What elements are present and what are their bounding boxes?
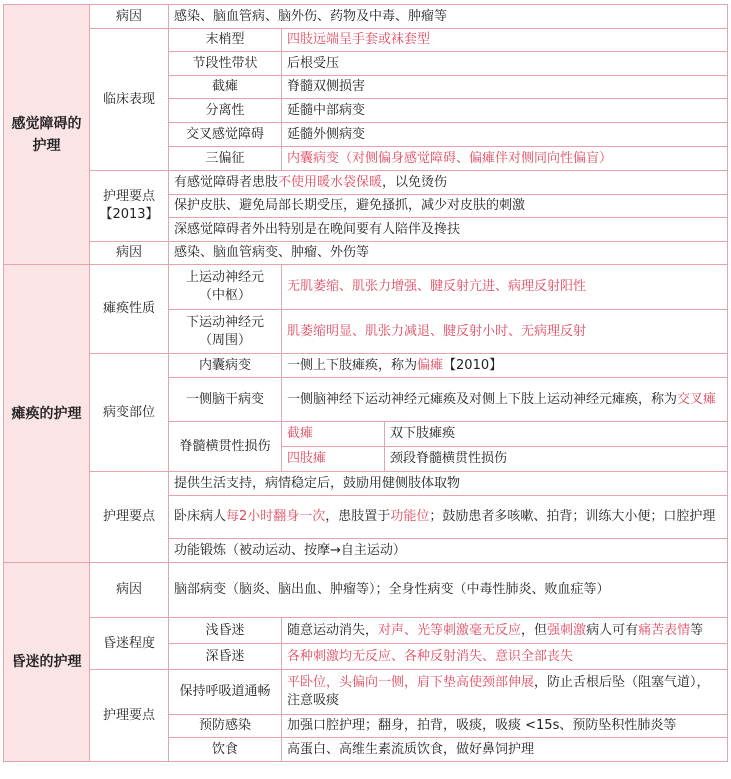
clinical-desc: 内囊病变（对侧偏身感觉障碍、偏瘫伴对侧同向性偏盲） xyxy=(282,147,728,171)
clinical-type: 交叉感觉障碍 xyxy=(169,123,282,147)
coma-highlight: 对声、光等刺激毫无反应 xyxy=(378,622,522,638)
coma-text: ，但 xyxy=(521,622,548,638)
site-highlight: 偏瘫 xyxy=(417,357,444,373)
clinical-desc: 脊髓双侧损害 xyxy=(282,76,728,99)
coma-text: 病人可有 xyxy=(586,622,639,638)
diet-care-desc: 高蛋白、高维生素流质饮食，做好鼻饲护理 xyxy=(282,738,728,762)
nursing-table xyxy=(3,4,728,762)
sensory-cause-label: 病因 xyxy=(90,5,169,29)
site-text: 一侧上下肢瘫痪，称为 xyxy=(287,357,418,373)
upper-neuron-label: 上运动神经元 xyxy=(185,270,264,285)
care-text: 卧床病人 xyxy=(174,509,227,524)
clinical-desc: 四肢远端呈手套或袜套型 xyxy=(282,29,728,52)
sensory-cause: 感染、脑血管病、脑外伤、药物及中毒、肿瘤等 xyxy=(169,5,728,29)
coma-cause: 脑部病变（脑炎、脑出血、肿瘤等）；全身性病变（中毒性肺炎、败血症等） xyxy=(169,563,728,618)
clinical-desc: 后根受压 xyxy=(282,52,728,76)
care-text: ，患肢置于 xyxy=(325,509,391,524)
coma-highlight: 痛苦表情 xyxy=(638,622,691,638)
lower-neuron xyxy=(169,310,282,354)
care-highlight: 每2小时翻身一次 xyxy=(226,509,326,524)
site-text: 一侧脑神经下运动神经元瘫痪及对侧上下肢上运动神经元瘫痪，称为 xyxy=(287,391,678,407)
capsule-desc xyxy=(282,354,728,378)
coma-highlight: 强刺激 xyxy=(547,622,587,638)
coma-cause-label: 病因 xyxy=(90,563,169,618)
sensory-care-1 xyxy=(169,171,728,195)
care-text: ；鼓励患者多咳嗽、拍背；训练大小便；口腔护理 xyxy=(429,509,716,524)
lower-neuron-label: 下运动神经元 xyxy=(185,314,264,330)
coma-text: 随意运动消失， xyxy=(287,622,379,638)
shallow-coma: 浅昏迷 xyxy=(169,618,282,644)
spinal-desc: 颈段脊髓横贯性损伤 xyxy=(385,447,728,472)
airway-text: ，防止舌根后坠（阻塞气道），注意吸痰 xyxy=(287,675,710,708)
coma-care-label: 护理要点 xyxy=(90,670,169,762)
paralysis-care-label: 护理要点 xyxy=(90,472,169,563)
coma-title: 昏迷的护理 xyxy=(4,563,90,762)
care-highlight: 功能位 xyxy=(390,509,430,524)
airway-care: 保持呼吸道通畅 xyxy=(169,670,282,715)
deep-coma: 深昏迷 xyxy=(169,644,282,670)
clinical-desc: 延髓中部病变 xyxy=(282,99,728,123)
sensory-care-label xyxy=(90,171,169,242)
deep-coma-desc: 各种刺激均无反应、各种反射消失、意识全部丧失 xyxy=(282,644,728,670)
sensory-care-label-text: 护理要点 xyxy=(102,189,155,204)
clinical-type: 分离性 xyxy=(169,99,282,123)
sensory-clinical-label: 临床表现 xyxy=(90,29,169,171)
spinal-type: 截瘫 xyxy=(282,422,385,447)
site-year: 【2010】 xyxy=(443,357,503,373)
clinical-type: 节段性带状 xyxy=(169,52,282,76)
sensory-care-3: 深感觉障碍者外出特别是在晚间要有人陪伴及搀扶 xyxy=(169,218,728,242)
paralysis-site-label: 病变部位 xyxy=(90,354,169,472)
upper-neuron-desc: 无肌萎缩、肌张力增强、腱反射亢进、病理反射阳性 xyxy=(282,265,728,310)
upper-neuron-sub: （中枢） xyxy=(198,288,251,303)
spinal-type: 四肢瘫 xyxy=(282,447,385,472)
paralysis-care-3: 功能锻炼（被动运动、按摩→自主运动） xyxy=(169,539,728,563)
paralysis-cause-label: 病因 xyxy=(90,242,169,265)
paralysis-title: 瘫痪的护理 xyxy=(4,265,90,563)
paralysis-care-1: 提供生活支持，病情稳定后，鼓励用健侧肢体取物 xyxy=(169,472,728,496)
lower-neuron-sub: （周围） xyxy=(198,332,251,348)
clinical-type: 三偏征 xyxy=(169,147,282,171)
sensory-title: 感觉障碍的护理 xyxy=(4,5,90,265)
care-text: ，以免烫伤 xyxy=(382,174,448,190)
spinal-desc: 双下肢瘫痪 xyxy=(385,422,728,447)
spinal-lesion: 脊髓横贯性损伤 xyxy=(169,422,282,472)
infection-care: 预防感染 xyxy=(169,715,282,738)
care-text: 有感觉障碍者患肢 xyxy=(174,174,279,190)
infection-care-desc: 加强口腔护理；翻身，拍背，吸痰，吸痰 <15s、预防坠积性肺炎等 xyxy=(282,715,728,738)
paralysis-nature-label: 瘫痪性质 xyxy=(90,265,169,354)
coma-text: 等 xyxy=(690,622,704,638)
clinical-desc: 延髓外侧病变 xyxy=(282,123,728,147)
clinical-type: 截瘫 xyxy=(169,76,282,99)
brainstem-lesion: 一侧脑干病变 xyxy=(169,378,282,422)
clinical-type: 末梢型 xyxy=(169,29,282,52)
lower-neuron-desc: 肌萎缩明显、肌张力减退、腱反射小时、无病理反射 xyxy=(282,310,728,354)
paralysis-care-2 xyxy=(169,496,728,539)
site-highlight: 交叉瘫 xyxy=(677,391,717,407)
sensory-care-2: 保护皮肤、避免局部长期受压，避免搔抓，减少对皮肤的刺激 xyxy=(169,195,728,218)
coma-degree-label: 昏迷程度 xyxy=(90,618,169,670)
capsule-lesion: 内囊病变 xyxy=(169,354,282,378)
paralysis-cause: 感染、脑血管病变、肿瘤、外伤等 xyxy=(169,242,728,265)
shallow-coma-desc xyxy=(282,618,728,644)
sensory-care-year: 【2013】 xyxy=(99,207,159,222)
brainstem-desc xyxy=(282,378,728,422)
airway-care-desc xyxy=(282,670,728,715)
diet-care: 饮食 xyxy=(169,738,282,762)
airway-highlight: 平卧位，头偏向一侧，肩下垫高使颈部伸展 xyxy=(287,675,535,690)
care-highlight: 不使用暖水袋保暖 xyxy=(278,174,383,190)
upper-neuron xyxy=(169,265,282,310)
